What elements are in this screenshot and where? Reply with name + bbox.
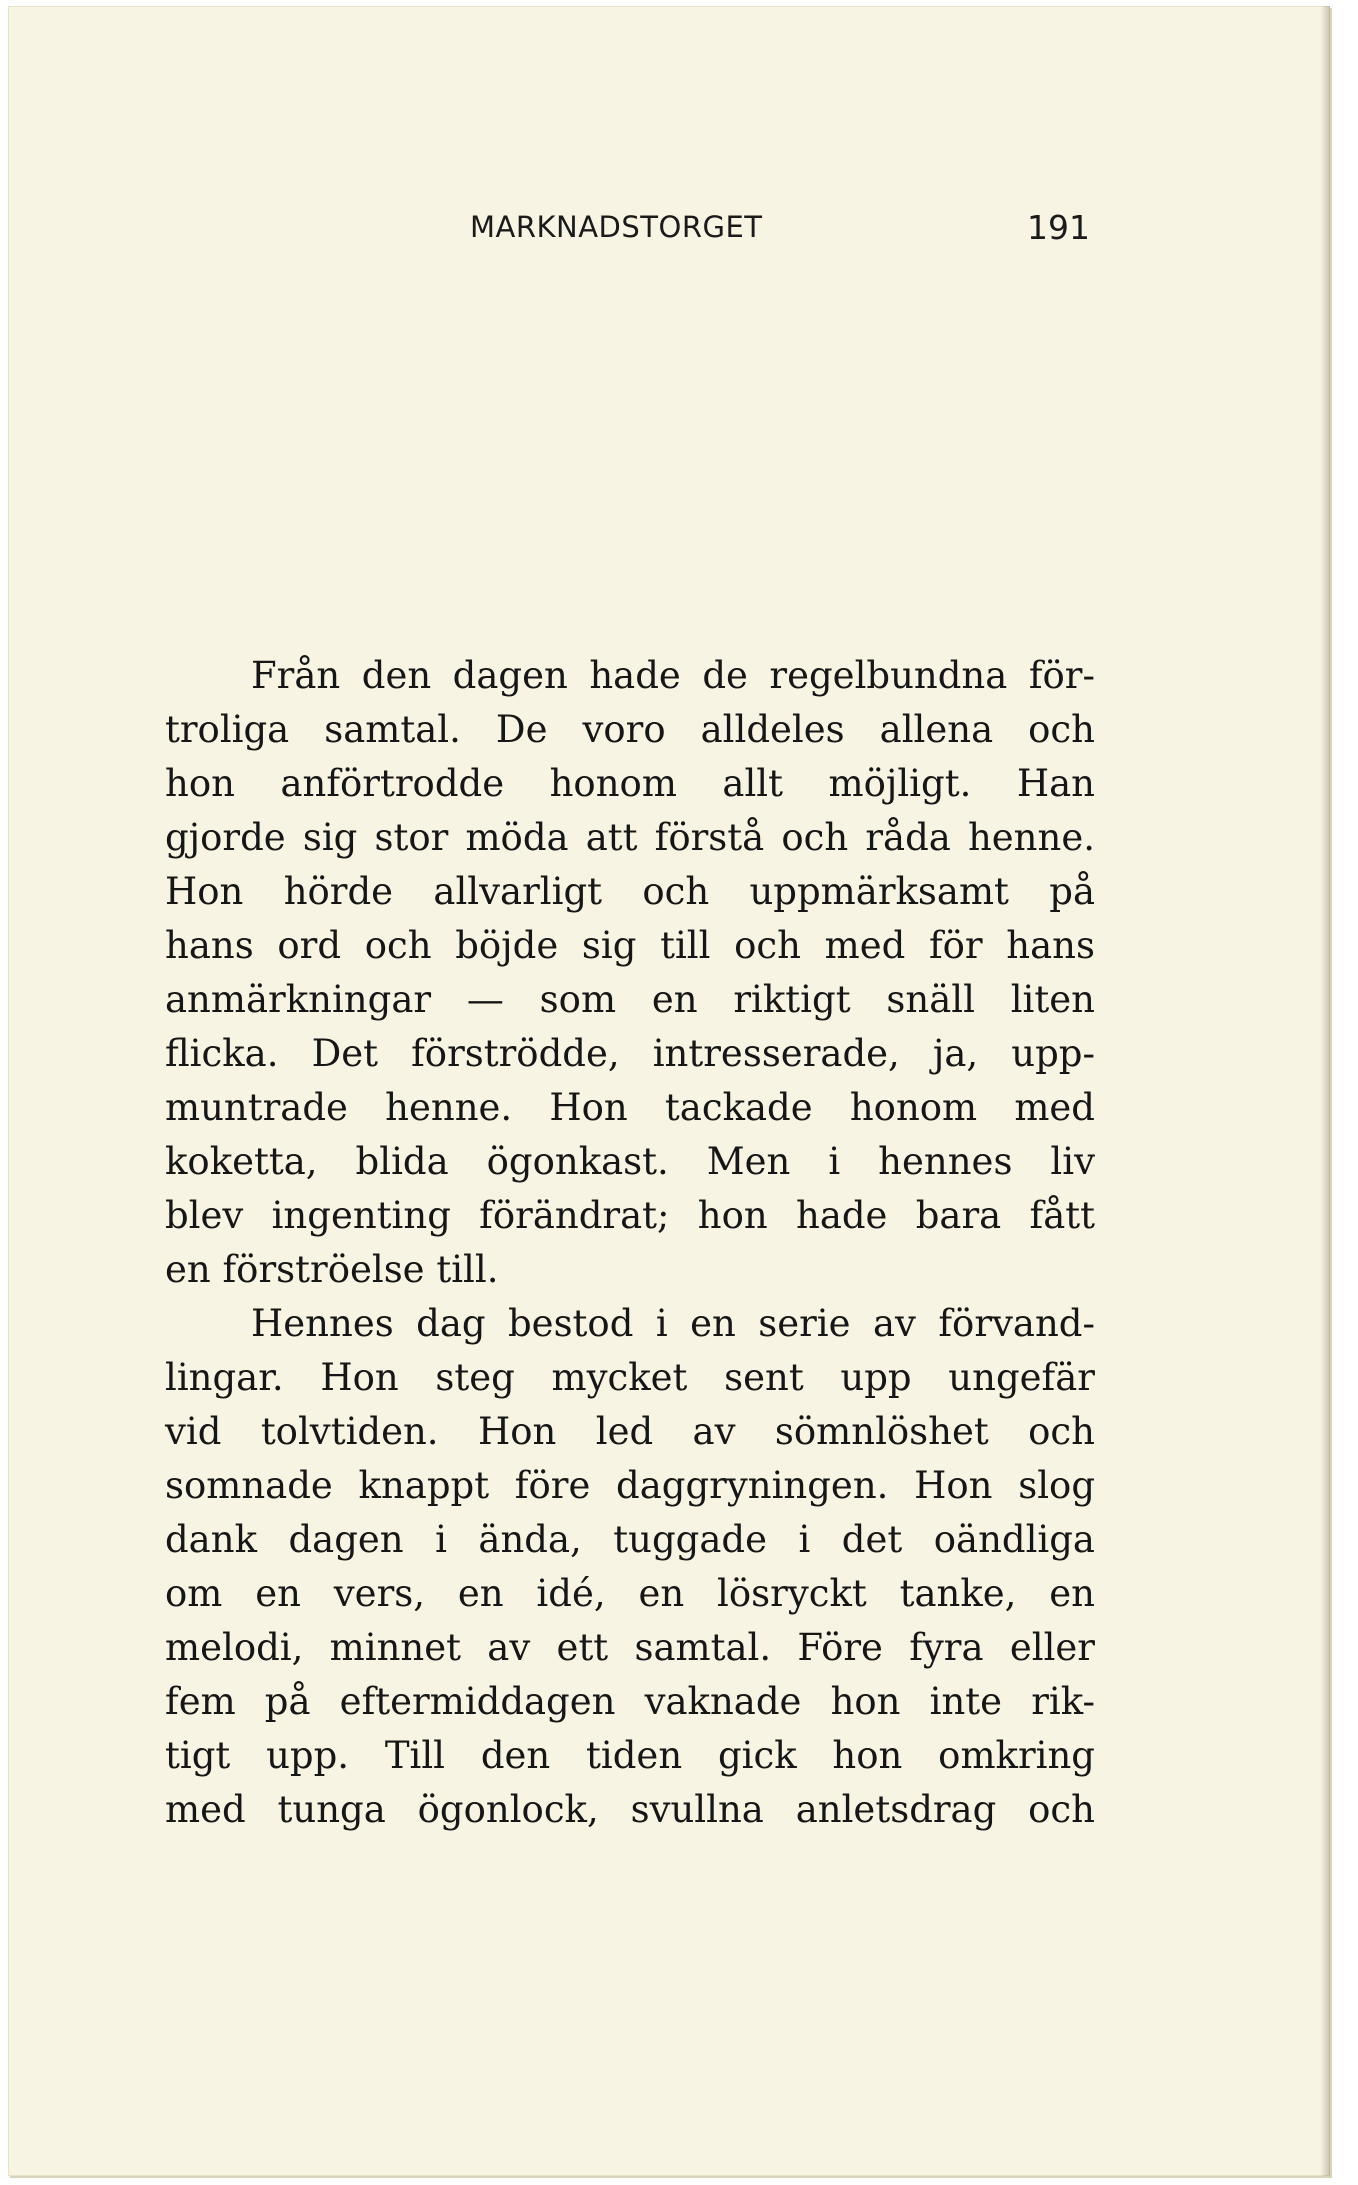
running-title: MARKNADSTORGET <box>470 210 763 244</box>
text-line: Från den dagen hade de regelbundna för- <box>251 654 1095 697</box>
text-line: koketta, blida ögonkast. Men i hennes liv <box>165 1140 1095 1183</box>
book-page <box>8 6 1330 2176</box>
text-line: Hon hörde allvarligt och uppmärksamt på <box>165 870 1095 913</box>
paragraph <box>165 649 1095 1297</box>
text-line: med tunga ögonlock, svullna anletsdrag och <box>165 1788 1095 1831</box>
text-line: vid tolvtiden. Hon led av sömnlöshet och <box>165 1410 1095 1453</box>
text-line: dank dagen i ända, tuggade i det oändliga <box>165 1518 1095 1561</box>
paragraph <box>165 1297 1095 1837</box>
text-line: tigt upp. Till den tiden gick hon omkring <box>165 1734 1095 1777</box>
text-line: fem på eftermiddagen vaknade hon inte rik- <box>165 1680 1095 1723</box>
text-line: muntrade henne. Hon tackade honom med <box>165 1086 1095 1129</box>
text-line: hans ord och böjde sig till och med för hans <box>165 924 1095 967</box>
body-text <box>165 649 1095 1837</box>
page-number: 191 <box>1027 208 1090 247</box>
text-line: om en vers, en idé, en lösryckt tanke, en <box>165 1572 1095 1615</box>
text-line: hon anförtrodde honom allt möjligt. Han <box>165 762 1095 805</box>
text-line: somnade knappt före daggryningen. Hon slog <box>165 1464 1095 1507</box>
text-line: blev ingenting förändrat; hon hade bara fått <box>165 1194 1095 1237</box>
text-line: flicka. Det förströdde, intresserade, ja, upp- <box>165 1032 1095 1075</box>
running-head <box>470 208 1090 248</box>
text-line: anmärkningar — som en riktigt snäll liten <box>165 978 1095 1021</box>
text-line: melodi, minnet av ett samtal. Före fyra eller <box>165 1626 1095 1669</box>
text-line: en förströelse till. <box>165 1248 499 1291</box>
text-line: lingar. Hon steg mycket sent upp ungefär <box>165 1356 1095 1399</box>
text-line: Hennes dag bestod i en serie av förvand- <box>251 1302 1095 1345</box>
text-line: troliga samtal. De voro alldeles allena och <box>165 708 1095 751</box>
text-line: gjorde sig stor möda att förstå och råda henne. <box>165 816 1095 859</box>
